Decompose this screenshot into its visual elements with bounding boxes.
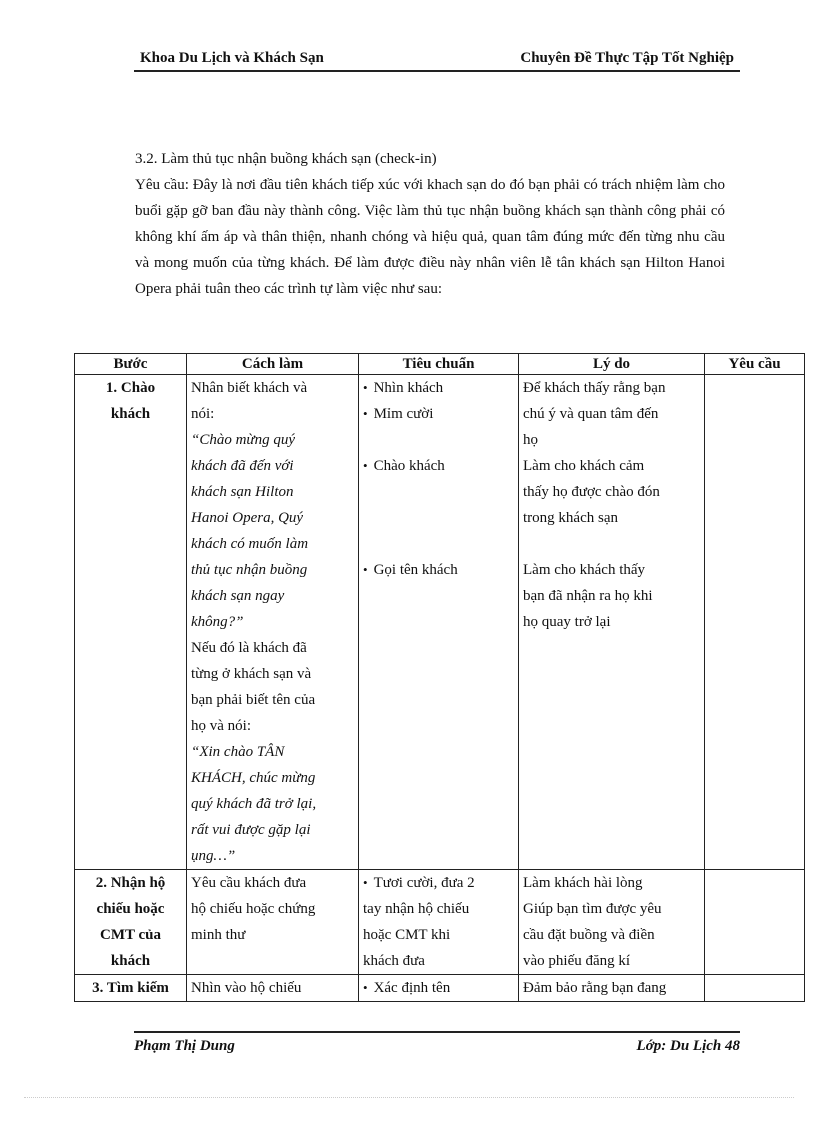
- requirement-cell: [705, 975, 805, 1002]
- standard-cell: • Tươi cười, đưa 2 tay nhận hộ chiếu hoặc CMT khi khách đưa: [359, 870, 519, 975]
- header-report-title: Chuyên Đề Thực Tập Tốt Nghiệp: [520, 50, 734, 66]
- method-cell: Nhân biết khách và nói: “Chào mừng quý khách đã đến với khách sạn Hilton Hanoi Opera, Quý khách có muốn làm thủ tục nhận buồng khách sạn ngay không?” Nếu đó là khách đã từng ở khách sạn và bạn phải biết tên của họ và nói: “Xin chào TÂN KHÁCH, chúc mừng quý khách đã trở lại, rất vui được gặp lại ụng…”: [187, 375, 359, 870]
- table-row: [75, 975, 805, 1002]
- header-reason: Lý do: [519, 354, 705, 375]
- header-requirement: Yêu cầu: [705, 354, 805, 375]
- method-cell: Yêu cầu khách đưa hộ chiếu hoặc chứng minh thư: [187, 870, 359, 975]
- list-item: • Mỉm cười: [363, 401, 514, 427]
- header-step: Bước: [75, 354, 187, 375]
- footer-class: Lớp: Du Lịch 48: [636, 1038, 740, 1054]
- page-footer: [134, 1031, 740, 1059]
- table-header-row: [75, 354, 805, 375]
- reason-cell: Để khách thấy rằng bạn chú ý và quan tâm đến họ Làm cho khách cảm thấy họ được chào đón trong khách sạn Làm cho khách thấy bạn đã nhận ra họ khi họ quay trở lại: [519, 375, 705, 870]
- step-cell: 1. Chào khách: [75, 375, 187, 870]
- section-heading: 3.2. Làm thủ tục nhận buồng khách sạn (check-in): [135, 151, 437, 167]
- check-in-steps-table: [74, 353, 805, 1002]
- standard-cell: [359, 975, 519, 1002]
- method-cell: Nhìn vào hộ chiếu: [187, 975, 359, 1002]
- header-standard: Tiêu chuẩn: [359, 354, 519, 375]
- section-body: [135, 146, 725, 302]
- step-cell: 3. Tìm kiếm: [75, 975, 187, 1002]
- returning-guest-quote: “Xin chào TÂN: [191, 744, 285, 760]
- header-method: Cách làm: [187, 354, 359, 375]
- reason-cell: Làm khách hài lòng Giúp bạn tìm được yêu cầu đặt buồng và điền vào phiếu đăng kí: [519, 870, 705, 975]
- list-item: • Tươi cười, đưa 2: [363, 870, 514, 896]
- standard-cell: [359, 375, 519, 870]
- header-faculty: Khoa Du Lịch và Khách Sạn: [140, 50, 324, 66]
- table-row: [75, 870, 805, 975]
- list-item: • Xác định tên: [363, 975, 514, 1001]
- footer-author: Phạm Thị Dung: [134, 1038, 235, 1054]
- requirement-cell: [705, 870, 805, 975]
- greeting-quote: “Chào mừng quý: [191, 432, 296, 448]
- reason-cell: Đảm bảo rằng bạn đang: [519, 975, 705, 1002]
- requirement-cell: [705, 375, 805, 870]
- section-paragraph: Yêu cầu: Đây là nơi đầu tiên khách tiếp xúc với khach sạn do đó bạn phải có trách nhiệm làm cho buổi gặp gỡ ban đầu này thành công. Việc làm thủ tục nhận buồng khách sạn thành công phải có không khí ấm áp và thân thiện, nhanh chóng và hiệu quả, quan tâm đúng mức đến từng nhu cầu và mong muốn của từng khách. Để làm được điều này nhân viên lễ tân khách sạn Hilton Hanoi Opera phải tuân theo các trình tự làm việc như sau:: [135, 177, 725, 297]
- step-cell: 2. Nhận hộ chiếu hoặc CMT của khách: [75, 870, 187, 975]
- list-item: • Nhìn khách: [363, 375, 514, 401]
- page-bottom-divider: [24, 1097, 794, 1098]
- table-row: [75, 375, 805, 870]
- list-item: • Chào khách: [363, 453, 514, 479]
- page-header: [134, 48, 740, 72]
- list-item: • Gọi tên khách: [363, 557, 514, 583]
